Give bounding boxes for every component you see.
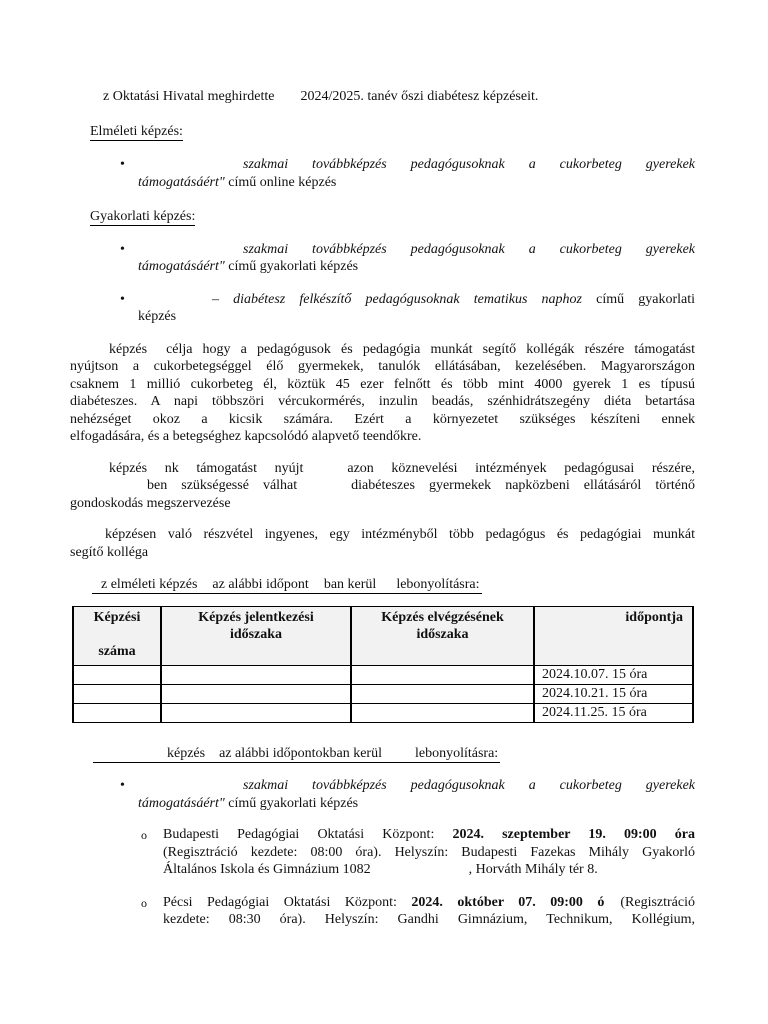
bullet-marker: • <box>120 241 125 257</box>
paragraph-free-participation <box>70 526 695 561</box>
text-run: képzés <box>109 341 148 357</box>
sub-bullet-marker: o <box>141 828 147 842</box>
paragraph-line: segítő kolléga <box>70 544 149 560</box>
redaction-gap <box>138 252 243 253</box>
text-run: lebonyolításra: <box>415 745 499 761</box>
text-run: ben szükségessé válhat <box>147 478 298 493</box>
redaction-gap <box>138 788 243 789</box>
intro-paragraph <box>70 88 695 106</box>
theory-heading-text: Elméleti képzés: <box>90 123 183 139</box>
cell-empty <box>161 684 351 703</box>
table-header-row <box>73 606 693 665</box>
bullet-line-1 <box>138 156 695 174</box>
paragraph-line <box>70 526 695 544</box>
bullet-title-regular: című gyakorlati <box>582 291 695 307</box>
cell-empty <box>351 665 534 684</box>
practice-heading-text: Gyakorlati képzés: <box>90 209 196 224</box>
header-cell-registration-period <box>161 606 351 665</box>
paragraph-line: csaknem 1 millió cukorbeteg él, köztük 45 ezer felnőtt és több mint 4000 gyerek 1 es típusú <box>70 376 695 392</box>
redaction-gap <box>575 422 590 423</box>
bullet-title-italic-2: támogatásáért" <box>138 259 225 274</box>
bullet-title-italic: szakmai továbbképzés pedagógusoknak a cukorbeteg gyerekek <box>243 241 695 257</box>
text-run: Pécsi Pedagógiai Oktatási Központ: <box>163 894 397 910</box>
indent-gap <box>70 488 147 489</box>
schedule-table <box>72 606 694 723</box>
header-gap <box>74 626 160 643</box>
header-cell-date <box>534 606 693 665</box>
cell-empty <box>73 665 161 684</box>
text-run: célja <box>166 341 193 357</box>
bullet-title-italic: – diabétesz felkészítő pedagógusoknak tematikus naphoz <box>212 291 582 307</box>
cell-empty <box>73 703 161 722</box>
bullet-item-online-training <box>70 156 695 191</box>
sub-bullet-line <box>163 861 695 879</box>
paragraph-line <box>70 477 695 495</box>
paragraph-institution-support <box>70 460 695 513</box>
sub-bullet-marker: o <box>141 895 147 910</box>
practice-schedule-heading <box>70 745 695 763</box>
text-run: készíteni ennek <box>590 411 695 427</box>
intro-text-1: z Oktatási Hivatal meghirdette <box>103 89 275 104</box>
practice-section-heading <box>70 208 695 226</box>
indent-gap <box>70 99 103 100</box>
sub-bullet-line: kezdete: 08:30 óra). Helyszín: Gandhi Gimnázium, Technikum, Kollégium, <box>163 912 695 927</box>
cell-empty <box>351 684 534 703</box>
paragraph-line: diabéteszes. A napi többszöri vércukormérés, inzulin beadás, szénhidrátszegény diéta betartása <box>70 394 695 409</box>
intro-text-2: 2024/2025. tanév őszi diabétesz képzéseit. <box>300 89 539 104</box>
event-datetime: 2024. szeptember 19. 09:00 óra <box>452 827 695 842</box>
text-run: diabéteszes gyermekek napközbeni ellátásáról történő <box>351 478 695 493</box>
text-run: képzésen való részvétel ingyenes, egy intézményből több pedagógus és pedagógiai munkát <box>105 527 695 542</box>
redaction-gap <box>309 587 324 588</box>
theory-schedule-heading <box>70 576 695 594</box>
sub-bullet-line <box>163 894 695 912</box>
text-run: az alábbi időpont <box>212 577 309 592</box>
indent-gap <box>70 471 109 472</box>
text-run: képzés nk támogatást nyújt <box>109 460 304 476</box>
bullet-title-regular: című gyakorlati képzés <box>224 259 359 274</box>
text-run: képzés <box>167 745 206 761</box>
redaction-gap <box>138 167 243 168</box>
text-run: azon köznevelési intézmények pedagógusai részére, <box>347 460 695 476</box>
bullet-line-2 <box>138 258 695 276</box>
text-run: hogy a pedagógusok és pedagógia munkát segítő kollégák részére támogatást <box>202 341 695 357</box>
cell-date: 2024.10.07. 15 óra <box>534 665 693 684</box>
header-text: Képzési <box>93 609 141 625</box>
cell-empty <box>73 684 161 703</box>
header-cell-completion-period <box>351 606 534 665</box>
header-text: száma <box>98 644 136 659</box>
text-run: , Horváth Mihály tér 8. <box>468 862 598 877</box>
bullet-item-practical-training <box>70 241 695 276</box>
bullet-line-1 <box>138 777 695 795</box>
sub-bullet-pecs <box>70 894 695 929</box>
redaction-gap <box>197 587 212 588</box>
bullet-item-practical-training-schedule <box>70 777 695 812</box>
bullet-title-italic: szakmai továbbképzés pedagógusoknak a cukorbeteg gyerekek <box>243 157 695 172</box>
cell-date: 2024.10.21. 15 óra <box>534 684 693 703</box>
document-content <box>70 88 695 929</box>
redaction-gap <box>147 352 166 353</box>
bullet-line-2 <box>138 795 695 813</box>
paragraph-line <box>70 341 695 359</box>
bullet-title-regular: című gyakorlati képzés <box>224 795 359 811</box>
redaction-gap <box>138 302 212 303</box>
bullet-marker: • <box>120 778 125 793</box>
text-run: nehézséget okoz a kicsik számára. Ezért a környezetet szükséges <box>70 411 576 427</box>
bullet-marker: • <box>120 157 125 172</box>
paragraph-training-purpose <box>70 341 695 446</box>
cell-date: 2024.11.25. 15 óra <box>534 703 693 722</box>
redaction-gap <box>303 471 347 472</box>
paragraph-line <box>70 460 695 478</box>
table-row <box>73 684 693 703</box>
theory-section-heading <box>70 123 695 141</box>
table-row <box>73 703 693 722</box>
paragraph-line: nyújtson a cukorbetegséggel élő gyermekek, tanulók ellátásában, kezelésében. Magyarországon <box>70 359 695 374</box>
text-run: (Regisztráció <box>620 894 695 910</box>
header-text: Képzés elvégzésének időszaka <box>381 609 504 642</box>
sub-bullet-budapest <box>70 826 695 879</box>
header-text: időpontja <box>625 609 683 625</box>
redaction-gap <box>371 872 469 873</box>
redaction-gap <box>382 756 415 757</box>
redaction-gap <box>297 488 351 489</box>
redaction-gap <box>93 756 167 757</box>
sub-bullet-line: (Regisztráció kezdete: 08:00 óra). Helyszín: Budapesti Fazekas Mihály Gyakorló <box>163 844 695 860</box>
bullet-line-2: képzés <box>138 309 177 324</box>
text-run: Általános Iskola és Gimnázium 1082 <box>163 862 371 877</box>
bullet-line-2 <box>138 174 695 192</box>
redaction-gap <box>205 756 219 757</box>
cell-empty <box>161 703 351 722</box>
indent-gap <box>70 352 109 353</box>
bullet-marker: • <box>120 291 125 307</box>
text-run: z elméleti képzés <box>101 577 198 592</box>
practice-schedule-heading-text <box>93 746 500 763</box>
bullet-title-regular: című online képzés <box>224 174 337 190</box>
bullet-title-italic: szakmai továbbképzés pedagógusoknak a cukorbeteg gyerekek <box>243 778 695 793</box>
redaction-gap <box>376 587 396 588</box>
redaction-gap <box>604 905 620 906</box>
bullet-line-1 <box>138 291 695 309</box>
cell-empty <box>161 665 351 684</box>
text-run: ban kerül <box>323 577 377 592</box>
paragraph-line: elfogadására, és a betegséghez kapcsolódó alapvető teendőkre. <box>70 429 422 444</box>
bullet-title-italic-2: támogatásáért" <box>138 174 225 190</box>
sub-bullet-line <box>163 826 695 844</box>
indent-gap <box>70 537 105 538</box>
event-datetime: 2024. október 07. 09:00 ó <box>411 894 605 910</box>
header-cell-training-number <box>73 606 161 665</box>
redaction-gap <box>274 99 300 100</box>
header-text: Képzés jelentkezési időszaka <box>198 609 314 642</box>
cell-empty <box>351 703 534 722</box>
text-run: Budapesti Pedagógiai Oktatási Központ: <box>163 827 435 842</box>
bullet-line-1 <box>138 241 695 259</box>
bullet-title-italic-2: támogatásáért" <box>138 795 225 811</box>
paragraph-line <box>70 411 695 429</box>
theory-schedule-heading-text <box>92 577 482 594</box>
table-row <box>73 665 693 684</box>
paragraph-line: gondoskodás megszervezése <box>70 495 231 511</box>
text-run: lebonyolításra: <box>396 577 480 592</box>
bullet-item-thematic-day-training <box>70 291 695 326</box>
text-run: az alábbi időpontokban kerül <box>219 745 382 761</box>
redaction-gap <box>193 352 203 353</box>
